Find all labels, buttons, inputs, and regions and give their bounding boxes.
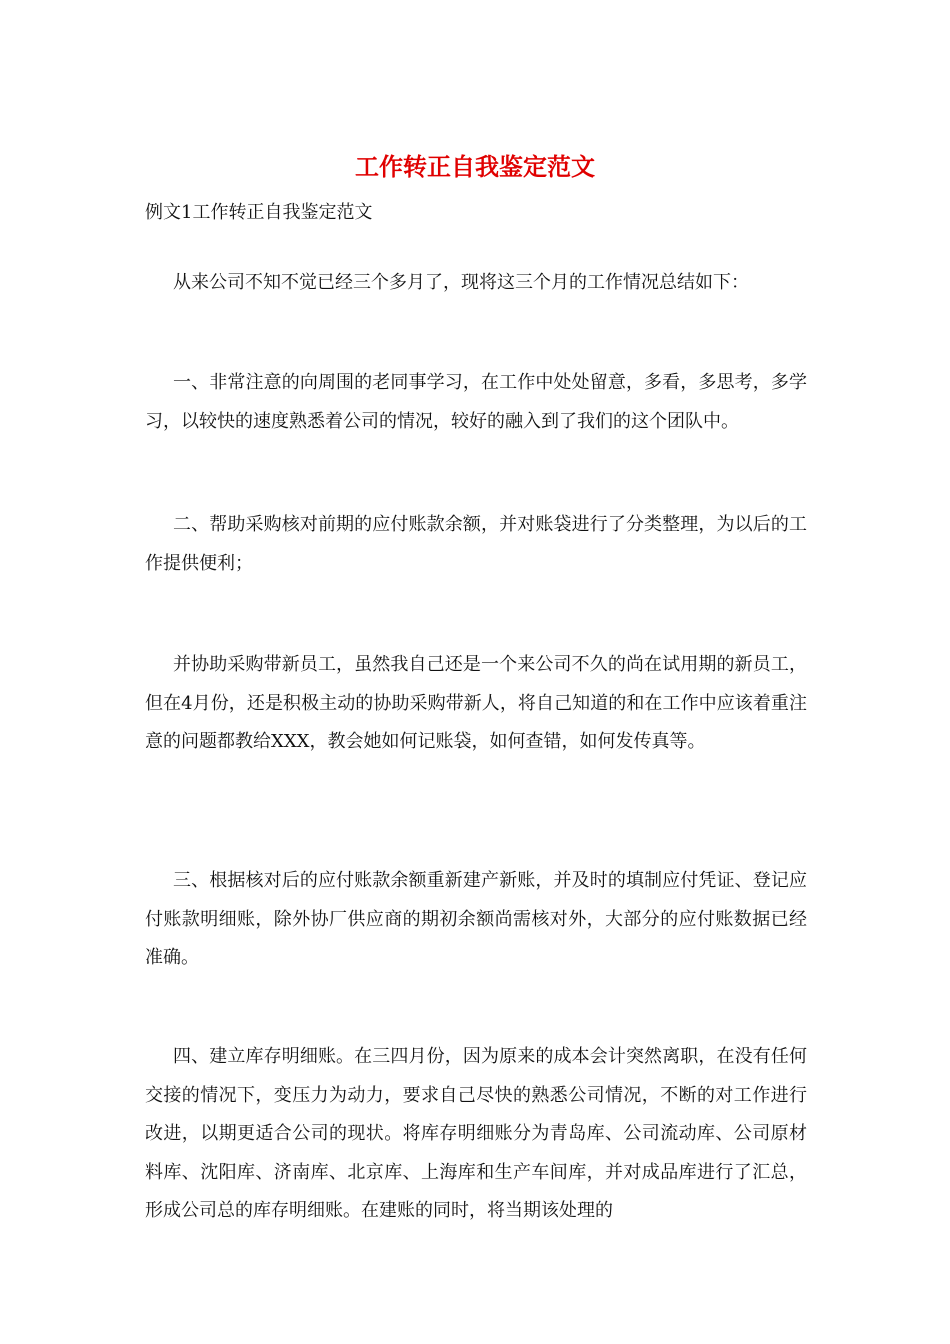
paragraph-point-2: 二、帮助采购核对前期的应付账款余额，并对账袋进行了分类整理，为以后的工作提供便利； <box>145 514 807 574</box>
paragraph-point-1: 一、非常注意的向周围的老同事学习，在工作中处处留意，多看，多思考，多学习，以较快的速度熟悉着公司的情况，较好的融入到了我们的这个团队中。 <box>145 372 807 432</box>
paragraph-intro: 从来公司不知不觉已经三个多月了，现将这三个月的工作情况总结如下： <box>173 272 749 293</box>
paragraph-point-4: 四、建立库存明细账。在三四月份，因为原来的成本会计突然离职，在没有任何交接的情况下，变压力为动力，要求自己尽快的熟悉公司情况，不断的对工作进行改进，以期更适合公司的现状。将库存明细账分为青岛库、公司流动库、公司原材料库、沈阳库、济南库、北京库、上海库和生产车间库，并对成品库进行了汇总，形成公司总的库存明细账。在建账的同时，将当期该处理的 <box>145 1046 807 1221</box>
document-subtitle: 例文1工作转正自我鉴定范文 <box>145 202 373 223</box>
document-title: 工作转正自我鉴定范文 <box>355 152 595 181</box>
paragraph-point-2-detail: 并协助采购带新员工，虽然我自己还是一个来公司不久的尚在试用期的新员工，但在4月份，还是积极主动的协助采购带新人，将自己知道的和在工作中应该着重注意的问题都教给XXX，教会她如何记账袋，如何查错，如何发传真等。 <box>145 654 807 752</box>
paragraph-point-3: 三、根据核对后的应付账款余额重新建产新账，并及时的填制应付凭证、登记应付账款明细账，除外协厂供应商的期初余额尚需核对外，大部分的应付账数据已经准确。 <box>145 870 807 968</box>
